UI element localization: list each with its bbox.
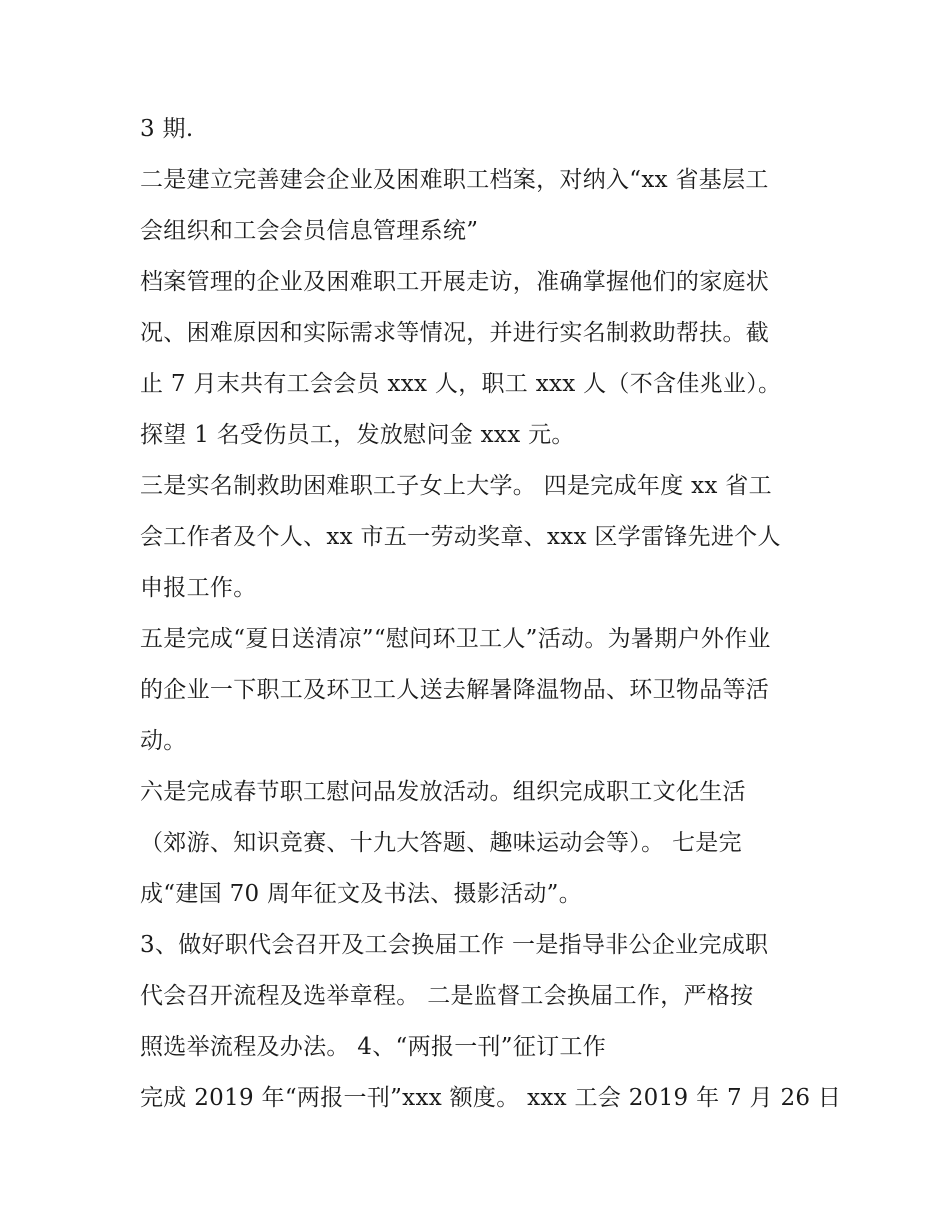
text-line: 探望 1 名受伤员工，发放慰问金 xxx 元。 [140, 422, 575, 448]
text-line: 会组织和工会会员信息管理系统” [140, 218, 479, 244]
text-line: 3 期. [140, 116, 194, 142]
text-line: 三是实名制救助困难职工子女上大学。 四是完成年度 xx 省工 [140, 473, 772, 499]
text-line: 止 7 月末共有工会会员 xxx 人，职工 xxx 人（不含佳兆业）。 [140, 371, 782, 397]
text-line: （郊游、知识竞赛、十九大答题、趣味运动会等）。 七是完 [140, 830, 742, 856]
text-line: 档案管理的企业及困难职工开展走访，准确掌握他们的家庭状 [140, 269, 770, 295]
text-line: 六是完成春节职工慰问品发放活动。组织完成职工文化生活 [140, 779, 746, 805]
text-line: 会工作者及个人、xx 市五一劳动奖章、xxx 区学雷锋先进个人 [140, 524, 781, 550]
text-line: 成“建国 70 周年征文及书法、摄影活动”。 [140, 881, 583, 907]
text-line: 照选举流程及办法。 4、“两报一刊”征订工作 [140, 1034, 607, 1060]
text-line: 五是完成“夏日送清凉”“慰问环卫工人”活动。为暑期户外作业 [140, 626, 771, 652]
text-line: 的企业一下职工及环卫工人送去解暑降温物品、环卫物品等活 [140, 677, 770, 703]
text-line: 代会召开流程及选举章程。 二是监督工会换届工作，严格按 [140, 983, 754, 1009]
text-line: 动。 [140, 728, 187, 754]
document-body [140, 104, 840, 1124]
text-line: 完成 2019 年“两报一刊”xxx 额度。 xxx 工会 2019 年 7 月 26 日 [140, 1085, 842, 1111]
text-line: 3、做好职代会召开及工会换届工作 一是指导非公企业完成职 [140, 932, 769, 958]
text-line: 况、困难原因和实际需求等情况，并进行实名制救助帮扶。截 [140, 320, 770, 346]
text-line: 申报工作。 [140, 575, 257, 601]
text-line: 二是建立完善建会企业及困难职工档案，对纳入“xx 省基层工 [140, 167, 769, 193]
